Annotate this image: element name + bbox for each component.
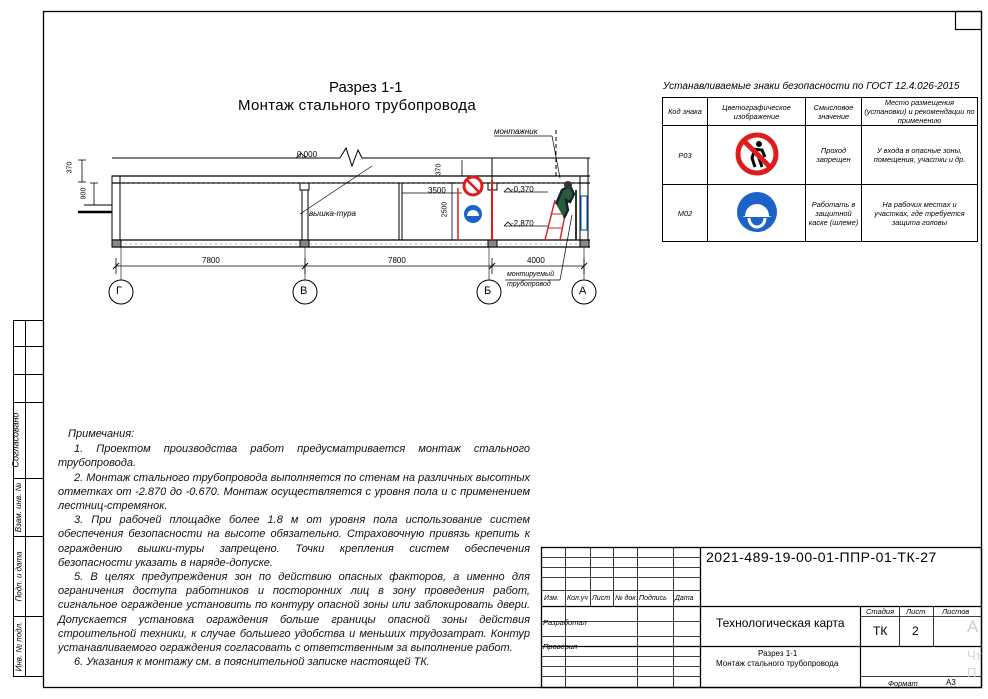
level-low: -2,870 [511, 219, 534, 228]
col-data: Дата [675, 595, 694, 602]
stage-label: Стадия [866, 607, 895, 616]
note-item: 1. Проектом производства работ предусматривается монтаж стального трубопровода. [58, 443, 530, 470]
signs-header-image: Цветографическое изображение [708, 98, 806, 126]
corner-box [956, 12, 982, 30]
drawing-helmet-sign-icon [464, 205, 482, 223]
col-list: Лист [592, 595, 611, 602]
sheet-label: Лист [906, 607, 926, 616]
sign-code: P03 [663, 126, 708, 185]
sign-place: У входа в опасные зоны, помещения, участки и др. [862, 126, 978, 185]
format-label: Формат [888, 679, 918, 688]
axis-b: Б [484, 285, 492, 297]
span-2: 7800 [388, 256, 406, 265]
notes-block [58, 427, 530, 669]
doc-code: 2021-489-19-00-01-ППР-01-ТК-27 [706, 549, 937, 565]
note-item: 3. При рабочей площадке более 1.8 м от уровня пола использование систем обеспечения безопасности на высоте обязательно. Страховочную привязь крепить к ограждению вышки-туры запрещено. Точки крепления систем обеспечения безопасности указать в наряде-допуске. [58, 514, 530, 569]
span-3: 4000 [527, 256, 545, 265]
stamp-sign-date: Подп. и дата [14, 551, 24, 602]
watermark-text: П [967, 665, 977, 680]
signs-header-place: Место размещения (установки) и рекомендации по применению [862, 98, 978, 126]
label-tower: вышка-тура [309, 209, 356, 218]
stamp-inv-orig: Инв. № подл. [14, 621, 24, 672]
sign-meaning: Проход запрещен [806, 126, 862, 185]
note-item: 2. Монтаж стального трубопровода выполняется по стенам на различных высотных отметках от -2.870 до -0.670. Монтаж осуществляется с уровня пола и с применением лестниц-стремянок. [58, 471, 530, 513]
dim-900: 900 [80, 187, 88, 200]
axis-g: Г [116, 285, 122, 297]
signs-row [663, 185, 978, 242]
sign-meaning: Работать в защитной каске (шлеме) [806, 185, 862, 242]
sheets-label: Листов [942, 607, 970, 616]
stage-value: ТК [873, 624, 888, 638]
sheet-value: 2 [912, 624, 919, 638]
col-izm: Изм. [544, 595, 559, 602]
stamp-inv-replace: Взам. инв. № [14, 482, 24, 533]
signs-header-code: Код знака [663, 98, 708, 126]
col-koluch: Кол.уч [567, 595, 588, 602]
span-1: 7800 [202, 256, 220, 265]
stamp-agreed: Согласовано [10, 412, 21, 468]
dim-370-left: 370 [66, 161, 74, 174]
format-value: А3 [946, 678, 956, 687]
label-pipe-line1: монтируемый [507, 271, 555, 278]
axis-a: А [579, 285, 587, 297]
dim-3500: 3500 [428, 186, 446, 195]
no-entry-sign-icon [708, 126, 806, 185]
drawing-title-line1: Разрез 1-1 [329, 79, 403, 96]
drawing-no-entry-sign-icon [464, 177, 482, 195]
row-checked: Проверил [543, 642, 578, 651]
sign-code: M02 [663, 185, 708, 242]
note-item: 6. Указания к монтажу см. в пояснительной записке настоящей ТК. [74, 656, 430, 669]
sign-place: На рабочих местах и участках, где требуется защита головы [862, 185, 978, 242]
dim-2500: 2500 [441, 201, 449, 218]
row-developed: Разработал [543, 618, 587, 627]
sheet-title-line2: Монтаж стального трубопровода [716, 659, 839, 668]
axis-v: В [300, 285, 308, 297]
level-mid: -0,370 [511, 185, 534, 194]
dim-370-right: 370 [435, 163, 443, 176]
col-ndok: № док. [615, 595, 638, 602]
signs-header-meaning: Смысловое значение [806, 98, 862, 126]
watermark-text: Чт [967, 648, 982, 663]
notes-heading: Примечания: [68, 428, 135, 440]
label-installer: монтажник [494, 127, 538, 136]
level-top: 0,000 [297, 150, 318, 159]
signs-table-title: Устанавливаемые знаки безопасности по ГОСТ 12.4.026-2015 [663, 81, 960, 92]
drawing-title-line2: Монтаж стального трубопровода [238, 97, 476, 114]
sheet-title-line1: Разрез 1-1 [758, 649, 798, 658]
signs-row [663, 126, 978, 185]
note-item: 5. В целях предупреждения зон по действию опасных факторов, а именно для ограничения доступа работников и посторонних лиц в зону проведения работ, сигнальное ограждение установить по контуру опасной зоны или заблокировать двери. Допускается установка ограждения больше границы опасной зоны действия строительной техники, к случае большего удобства и меньших трудозатрат. Контур устанавливаемого ограждения согласовать с ответственным за выполнение работ. [58, 571, 530, 655]
col-podpis: Подпись [639, 595, 667, 602]
label-pipe-line2: трубопровод [507, 281, 551, 288]
helmet-mandatory-icon [708, 185, 806, 242]
doc-name: Технологическая карта [716, 616, 845, 630]
signs-table [662, 97, 978, 242]
watermark-text: А [967, 617, 979, 636]
